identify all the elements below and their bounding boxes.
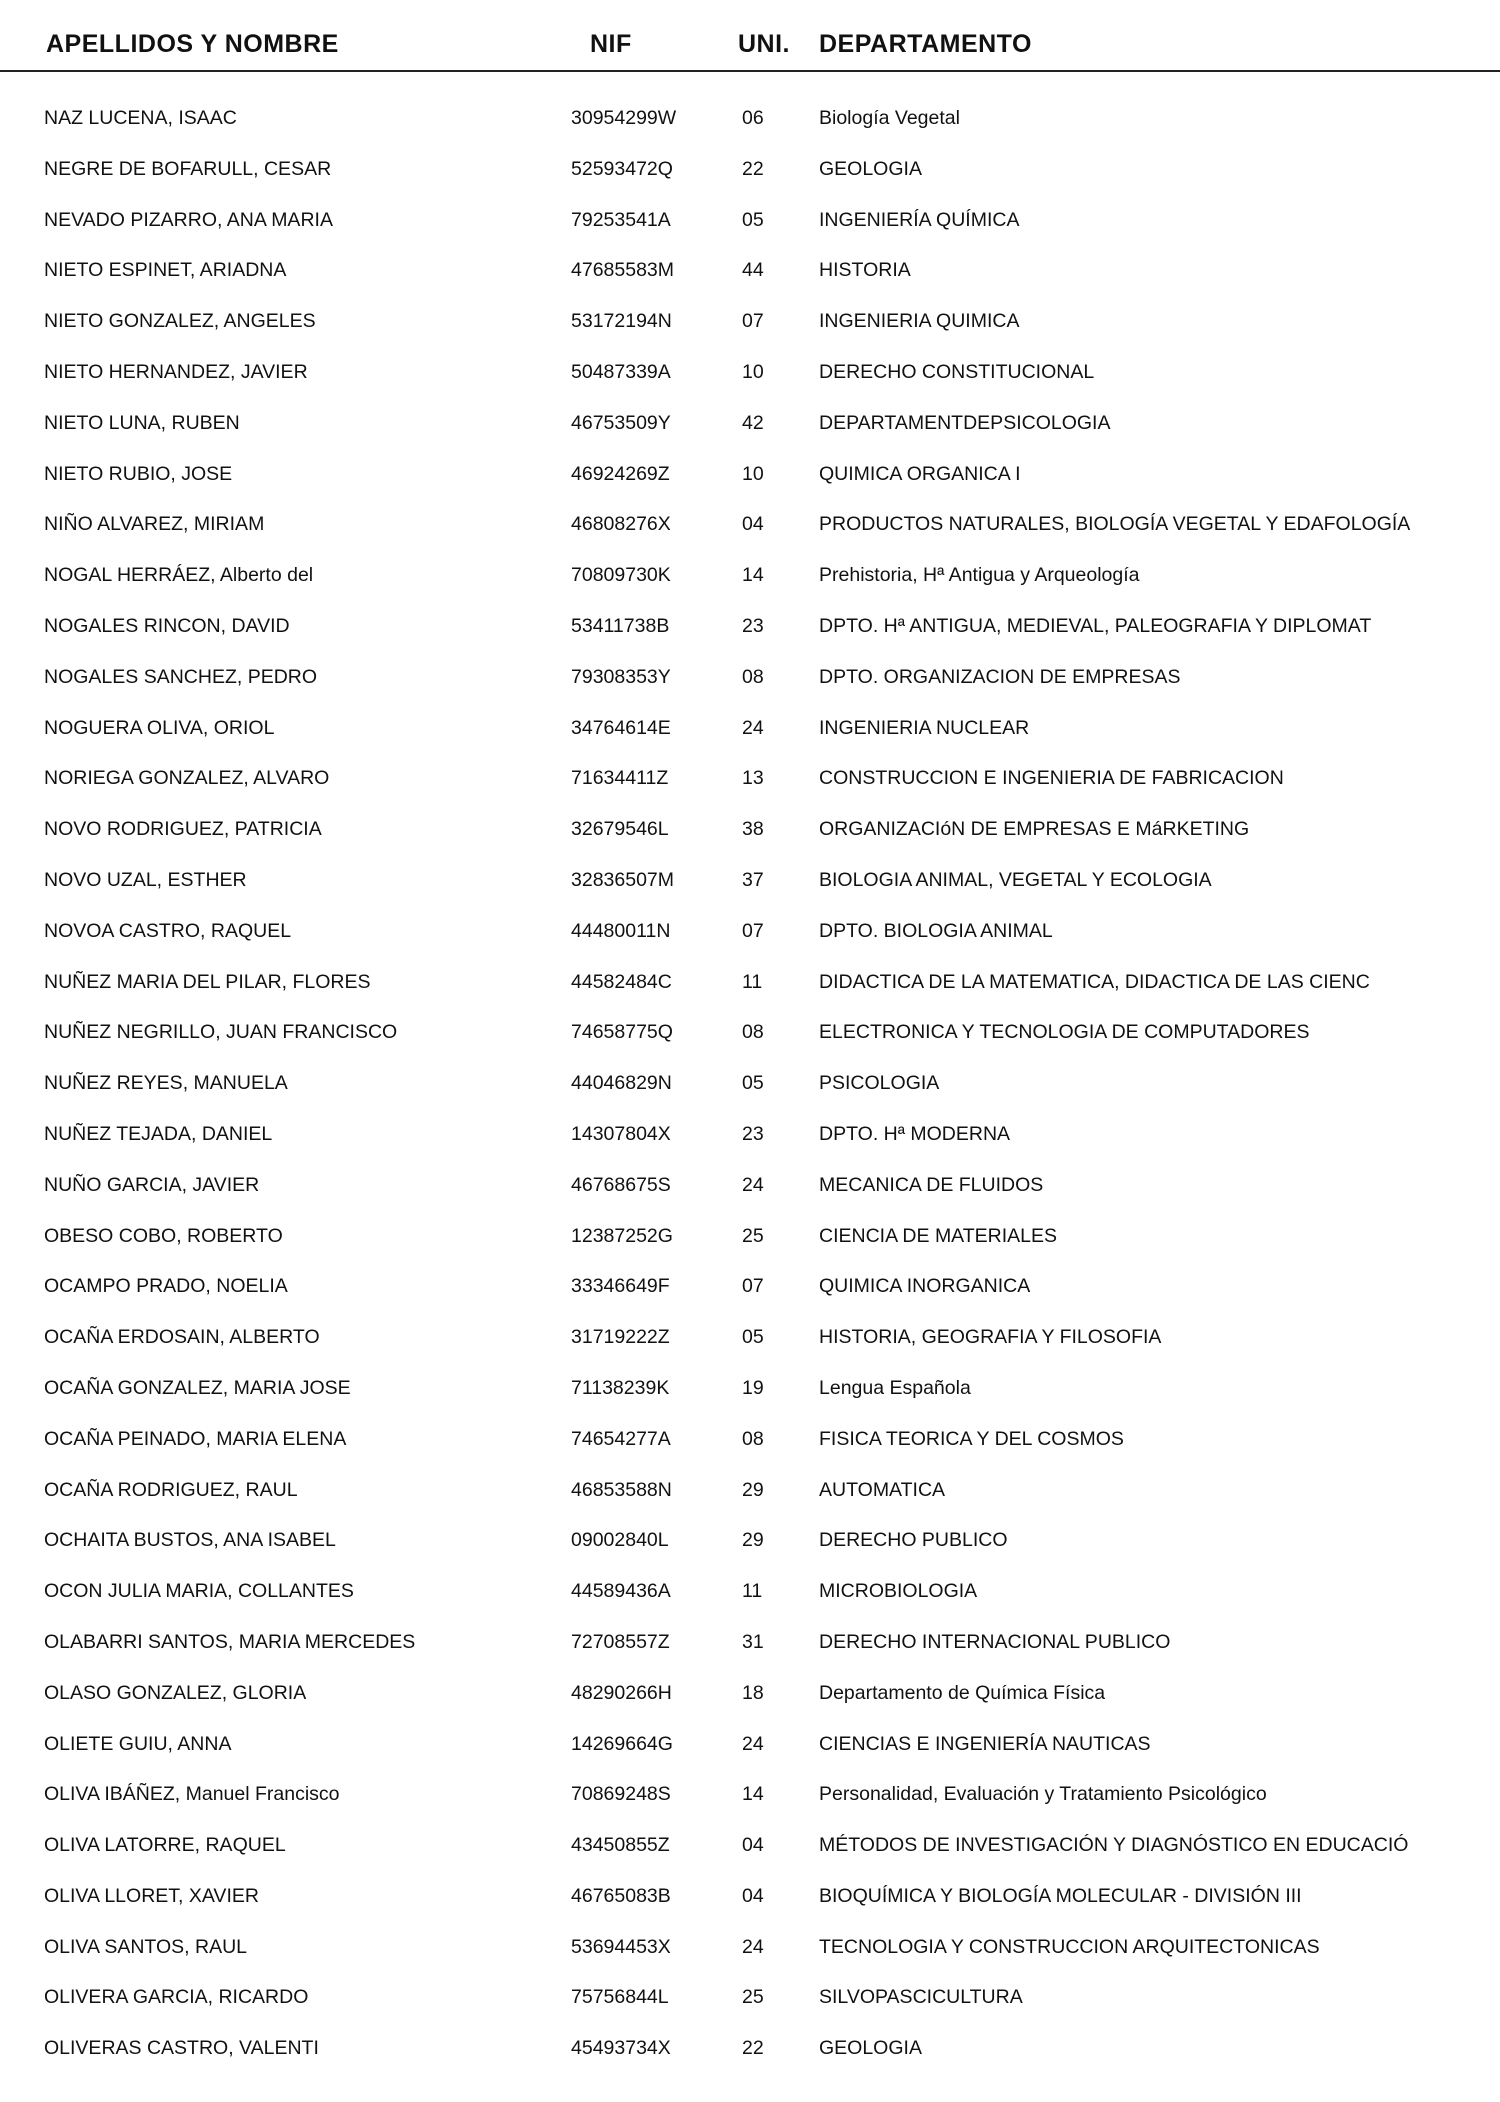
table-row <box>0 1930 1500 1981</box>
cell-nif: 33346649F <box>571 1275 670 1298</box>
table-body <box>0 101 1500 2082</box>
cell-nif: 44589436A <box>571 1580 671 1603</box>
cell-nif: 44046829N <box>571 1072 672 1095</box>
cell-department: ORGANIZACIóN DE EMPRESAS E MáRKETING <box>819 818 1250 841</box>
cell-nif: 47685583M <box>571 259 675 282</box>
table-row <box>0 1980 1500 2031</box>
cell-nif: 30954299W <box>571 107 677 129</box>
cell-department: Personalidad, Evaluación y Tratamiento Psicológico <box>819 1783 1267 1806</box>
cell-name: OLIVA LATORRE, RAQUEL <box>44 1834 286 1857</box>
cell-department: GEOLOGIA <box>819 2037 922 2060</box>
table-row <box>0 863 1500 914</box>
cell-department: FISICA TEORICA Y DEL COSMOS <box>819 1427 1124 1450</box>
cell-department: PSICOLOGIA <box>819 1072 940 1095</box>
cell-uni: 44 <box>742 259 764 282</box>
cell-uni: 07 <box>742 1275 764 1298</box>
cell-department: SILVOPASCICULTURA <box>819 1986 1023 2009</box>
cell-department: Biología Vegetal <box>819 107 960 129</box>
cell-nif: 14269664G <box>571 1732 673 1755</box>
cell-uni: 10 <box>742 360 764 383</box>
table-row <box>0 660 1500 711</box>
cell-department: DPTO. ORGANIZACION DE EMPRESAS <box>819 665 1181 688</box>
cell-name: NOVO RODRIGUEZ, PATRICIA <box>44 818 322 841</box>
cell-uni: 38 <box>742 818 764 841</box>
cell-name: OLIVERA GARCIA, RICARDO <box>44 1986 309 2009</box>
cell-name: NUÑO GARCIA, JAVIER <box>44 1173 260 1196</box>
cell-name: OCHAITA BUSTOS, ANA ISABEL <box>44 1529 336 1552</box>
table-row <box>0 101 1500 152</box>
cell-name: OCON JULIA MARIA, COLLANTES <box>44 1580 354 1603</box>
cell-department: QUIMICA ORGANICA I <box>819 462 1021 485</box>
cell-nif: 43450855Z <box>571 1834 670 1857</box>
table-row <box>0 1117 1500 1168</box>
cell-uni: 31 <box>742 1630 764 1653</box>
table-row <box>0 1269 1500 1320</box>
cell-uni: 42 <box>742 411 764 434</box>
table-row <box>0 253 1500 304</box>
table-row <box>0 1879 1500 1930</box>
cell-department: Lengua Española <box>819 1376 971 1399</box>
cell-nif: 09002840L <box>571 1529 669 1552</box>
table-row <box>0 1320 1500 1371</box>
table-row <box>0 914 1500 965</box>
table-row <box>0 1727 1500 1778</box>
column-header-nif: NIF <box>590 30 632 58</box>
cell-name: OCAÑA ERDOSAIN, ALBERTO <box>44 1326 320 1349</box>
cell-department: DERECHO CONSTITUCIONAL <box>819 360 1095 383</box>
cell-nif: 72708557Z <box>571 1630 670 1653</box>
cell-uni: 08 <box>742 1021 764 1044</box>
cell-uni: 14 <box>742 564 764 587</box>
cell-uni: 23 <box>742 614 764 637</box>
cell-nif: 71138239K <box>571 1376 670 1399</box>
cell-name: NIETO HERNANDEZ, JAVIER <box>44 360 308 383</box>
table-row <box>0 406 1500 457</box>
cell-uni: 14 <box>742 1783 764 1806</box>
cell-uni: 05 <box>742 1072 764 1095</box>
cell-uni: 04 <box>742 513 764 536</box>
cell-uni: 04 <box>742 1884 764 1907</box>
cell-nif: 14307804X <box>571 1122 671 1145</box>
cell-department: MÉTODOS DE INVESTIGACIÓN Y DIAGNÓSTICO EN EDUCACIÓ <box>819 1834 1409 1857</box>
table-row <box>0 558 1500 609</box>
cell-department: CIENCIA DE MATERIALES <box>819 1224 1058 1247</box>
cell-name: NEVADO PIZARRO, ANA MARIA <box>44 208 333 231</box>
cell-uni: 08 <box>742 1427 764 1450</box>
cell-name: NUÑEZ NEGRILLO, JUAN FRANCISCO <box>44 1021 398 1044</box>
cell-nif: 50487339A <box>571 360 671 383</box>
cell-uni: 11 <box>742 970 763 993</box>
column-header-uni: UNI. <box>738 30 790 58</box>
table-row <box>0 609 1500 660</box>
table-row <box>0 1828 1500 1879</box>
cell-name: NOVOA CASTRO, RAQUEL <box>44 919 292 942</box>
cell-uni: 05 <box>742 208 764 231</box>
cell-name: NIETO LUNA, RUBEN <box>44 411 240 434</box>
cell-uni: 11 <box>742 1580 763 1603</box>
cell-name: OLIVA SANTOS, RAUL <box>44 1935 248 1958</box>
cell-nif: 46853588N <box>571 1478 672 1501</box>
cell-department: DIDACTICA DE LA MATEMATICA, DIDACTICA DE LAS CIENC <box>819 970 1370 993</box>
table-row <box>0 1422 1500 1473</box>
cell-nif: 53411738B <box>571 614 670 637</box>
table-row <box>0 1473 1500 1524</box>
cell-nif: 70869248S <box>571 1783 671 1806</box>
cell-uni: 24 <box>742 1732 764 1755</box>
cell-department: BIOQUÍMICA Y BIOLOGÍA MOLECULAR - DIVISIÓN III <box>819 1884 1302 1907</box>
table-row <box>0 507 1500 558</box>
cell-department: DERECHO PUBLICO <box>819 1529 1008 1552</box>
cell-name: NOGALES SANCHEZ, PEDRO <box>44 665 318 688</box>
cell-nif: 46768675S <box>571 1173 671 1196</box>
table-row <box>0 1168 1500 1219</box>
cell-nif: 46808276X <box>571 513 671 536</box>
table-row <box>0 203 1500 254</box>
cell-department: BIOLOGIA ANIMAL, VEGETAL Y ECOLOGIA <box>819 868 1212 891</box>
table-header <box>0 30 1500 70</box>
cell-department: DEPARTAMENTDEPSICOLOGIA <box>819 411 1111 434</box>
table-row <box>0 812 1500 863</box>
cell-uni: 10 <box>742 462 764 485</box>
cell-name: OLIVA IBÁÑEZ, Manuel Francisco <box>44 1783 340 1806</box>
cell-name: OCAMPO PRADO, NOELIA <box>44 1275 288 1298</box>
cell-nif: 70809730K <box>571 564 671 587</box>
cell-name: NIETO ESPINET, ARIADNA <box>44 259 287 282</box>
cell-name: NOGAL HERRÁEZ, Alberto del <box>44 564 314 587</box>
cell-uni: 24 <box>742 1173 764 1196</box>
cell-name: NUÑEZ REYES, MANUELA <box>44 1072 288 1095</box>
table-row <box>0 304 1500 355</box>
cell-uni: 25 <box>742 1224 764 1247</box>
cell-nif: 53694453X <box>571 1935 671 1958</box>
cell-name: OBESO COBO, ROBERTO <box>44 1224 283 1247</box>
cell-uni: 24 <box>742 1935 764 1958</box>
cell-uni: 13 <box>742 767 764 790</box>
table-row <box>0 1777 1500 1828</box>
cell-department: Departamento de Química Física <box>819 1681 1106 1704</box>
table-row <box>0 1015 1500 1066</box>
cell-name: NUÑEZ MARIA DEL PILAR, FLORES <box>44 970 371 993</box>
cell-uni: 23 <box>742 1122 764 1145</box>
table-row <box>0 1574 1500 1625</box>
cell-name: NOGALES RINCON, DAVID <box>44 614 290 637</box>
cell-uni: 25 <box>742 1986 764 2009</box>
table-row <box>0 965 1500 1016</box>
table-row <box>0 1371 1500 1422</box>
cell-name: OCAÑA PEINADO, MARIA ELENA <box>44 1427 347 1450</box>
cell-name: OLIVA LLORET, XAVIER <box>44 1884 259 1907</box>
table-row <box>0 1219 1500 1270</box>
header-divider <box>0 70 1500 72</box>
cell-nif: 79308353Y <box>571 665 671 688</box>
cell-nif: 12387252G <box>571 1224 673 1247</box>
cell-name: NAZ LUCENA, ISAAC <box>44 107 237 129</box>
cell-department: QUIMICA INORGANICA <box>819 1275 1031 1298</box>
cell-name: OLASO GONZALEZ, GLORIA <box>44 1681 307 1704</box>
table-row <box>0 457 1500 508</box>
cell-department: DPTO. Hª MODERNA <box>819 1122 1011 1145</box>
table-row <box>0 1523 1500 1574</box>
cell-uni: 07 <box>742 310 764 333</box>
cell-nif: 71634411Z <box>571 767 669 790</box>
cell-nif: 32836507M <box>571 868 675 891</box>
cell-nif: 31719222Z <box>571 1326 670 1349</box>
cell-department: PRODUCTOS NATURALES, BIOLOGÍA VEGETAL Y EDAFOLOGÍA <box>819 513 1411 536</box>
cell-nif: 74658775Q <box>571 1021 673 1044</box>
table-row <box>0 1676 1500 1727</box>
cell-department: HISTORIA <box>819 259 911 282</box>
table-row <box>0 711 1500 762</box>
cell-nif: 53172194N <box>571 310 672 333</box>
table-row <box>0 2031 1500 2082</box>
cell-department: CIENCIAS E INGENIERÍA NAUTICAS <box>819 1732 1151 1755</box>
cell-nif: 44582484C <box>571 970 672 993</box>
cell-nif: 32679546L <box>571 818 669 841</box>
table-row <box>0 1066 1500 1117</box>
cell-nif: 46753509Y <box>571 411 671 434</box>
cell-name: OLABARRI SANTOS, MARIA MERCEDES <box>44 1630 416 1653</box>
cell-name: NIETO RUBIO, JOSE <box>44 462 233 485</box>
cell-nif: 79253541A <box>571 208 671 231</box>
cell-department: AUTOMATICA <box>819 1478 946 1501</box>
cell-nif: 52593472Q <box>571 157 673 180</box>
cell-name: NIÑO ALVAREZ, MIRIAM <box>44 513 265 536</box>
cell-department: DPTO. Hª ANTIGUA, MEDIEVAL, PALEOGRAFIA Y DIPLOMAT <box>819 614 1372 637</box>
cell-department: HISTORIA, GEOGRAFIA Y FILOSOFIA <box>819 1326 1162 1349</box>
cell-name: OCAÑA GONZALEZ, MARIA JOSE <box>44 1376 351 1399</box>
cell-uni: 29 <box>742 1478 764 1501</box>
cell-department: DPTO. BIOLOGIA ANIMAL <box>819 919 1053 942</box>
cell-department: TECNOLOGIA Y CONSTRUCCION ARQUITECTONICAS <box>819 1935 1320 1958</box>
cell-nif: 44480011N <box>571 919 671 942</box>
cell-uni: 07 <box>742 919 764 942</box>
cell-department: INGENIERÍA QUÍMICA <box>819 208 1020 231</box>
cell-uni: 04 <box>742 1834 764 1857</box>
cell-nif: 74654277A <box>571 1427 671 1450</box>
cell-department: CONSTRUCCION E INGENIERIA DE FABRICACION <box>819 767 1284 790</box>
cell-nif: 45493734X <box>571 2037 671 2060</box>
cell-department: MICROBIOLOGIA <box>819 1580 978 1603</box>
table-row <box>0 355 1500 406</box>
cell-department: MECANICA DE FLUIDOS <box>819 1173 1044 1196</box>
cell-uni: 22 <box>742 157 764 180</box>
cell-name: NEGRE DE BOFARULL, CESAR <box>44 157 332 180</box>
cell-uni: 29 <box>742 1529 764 1552</box>
cell-department: ELECTRONICA Y TECNOLOGIA DE COMPUTADORES <box>819 1021 1310 1044</box>
cell-nif: 46924269Z <box>571 462 670 485</box>
cell-name: OCAÑA RODRIGUEZ, RAUL <box>44 1478 298 1501</box>
cell-uni: 22 <box>742 2037 764 2060</box>
cell-name: NOGUERA OLIVA, ORIOL <box>44 716 275 739</box>
cell-uni: 05 <box>742 1326 764 1349</box>
cell-name: OLIVERAS CASTRO, VALENTI <box>44 2037 319 2060</box>
cell-name: NUÑEZ TEJADA, DANIEL <box>44 1122 273 1145</box>
cell-uni: 06 <box>742 107 764 129</box>
cell-department: GEOLOGIA <box>819 157 922 180</box>
cell-uni: 08 <box>742 665 764 688</box>
cell-department: DERECHO INTERNACIONAL PUBLICO <box>819 1630 1171 1653</box>
cell-name: OLIETE GUIU, ANNA <box>44 1732 232 1755</box>
cell-department: Prehistoria, Hª Antigua y Arqueología <box>819 564 1140 587</box>
column-header-department: DEPARTAMENTO <box>819 30 1032 58</box>
cell-department: INGENIERIA QUIMICA <box>819 310 1020 333</box>
cell-uni: 18 <box>742 1681 764 1704</box>
cell-nif: 75756844L <box>571 1986 669 2009</box>
cell-uni: 24 <box>742 716 764 739</box>
cell-uni: 37 <box>742 868 764 891</box>
cell-nif: 46765083B <box>571 1884 671 1907</box>
table-row <box>0 152 1500 203</box>
cell-uni: 19 <box>742 1376 764 1399</box>
table-row <box>0 761 1500 812</box>
cell-name: NOVO UZAL, ESTHER <box>44 868 247 891</box>
cell-name: NORIEGA GONZALEZ, ALVARO <box>44 767 330 790</box>
cell-nif: 48290266H <box>571 1681 672 1704</box>
table-row <box>0 1625 1500 1676</box>
cell-department: INGENIERIA NUCLEAR <box>819 716 1030 739</box>
cell-nif: 34764614E <box>571 716 671 739</box>
column-header-name: APELLIDOS Y NOMBRE <box>46 30 339 58</box>
cell-name: NIETO GONZALEZ, ANGELES <box>44 310 316 333</box>
